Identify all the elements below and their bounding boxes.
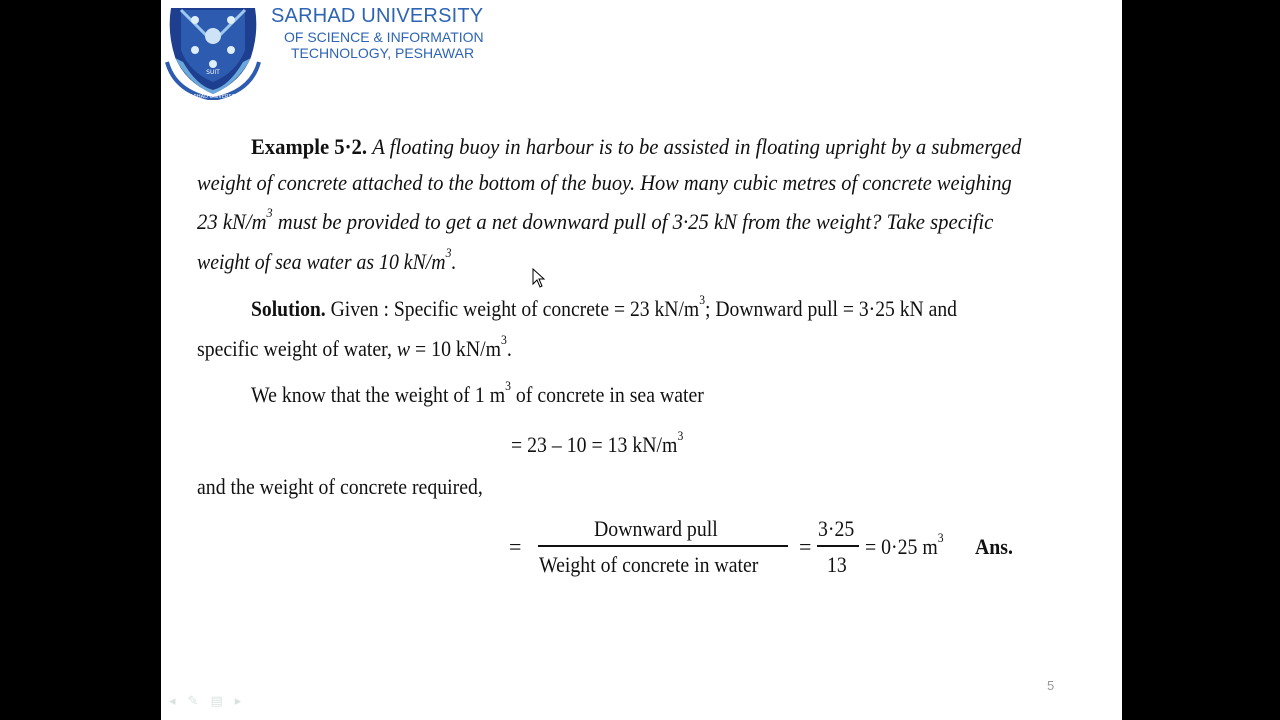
fraction-2-numerator: 3·25 xyxy=(818,516,855,541)
example-label: Example 5·2. xyxy=(251,134,368,159)
slide-number: 5 xyxy=(1047,678,1055,693)
solution-line-2 xyxy=(197,332,512,362)
superscript-3: 3 xyxy=(266,205,273,220)
university-logo xyxy=(165,2,261,100)
university-name: SARHAD UNIVERSITY xyxy=(271,5,484,27)
solution-line-1 xyxy=(251,292,957,322)
equation-1-text: = 23 – 10 = 13 kN/m xyxy=(511,432,678,457)
slide xyxy=(161,0,1122,720)
solution-text-2b: = 10 kN/m xyxy=(410,336,502,361)
logo-emblem-text: SUIT xyxy=(206,69,220,76)
superscript-3: 3 xyxy=(445,245,452,260)
answer-label: Ans. xyxy=(975,534,1013,559)
superscript-3: 3 xyxy=(677,428,684,443)
solution-label: Solution. xyxy=(251,296,326,321)
equation-2-prefix: = xyxy=(509,534,522,559)
university-subtitle-line2: TECHNOLOGY, PESHAWAR xyxy=(291,45,475,61)
university-subtitle-line1: OF SCIENCE & INFORMATION xyxy=(284,29,484,45)
fraction-2-bar xyxy=(817,545,859,547)
fraction-2-denominator: 13 xyxy=(827,552,847,577)
solution-text-3b: of concrete in sea water xyxy=(510,382,704,407)
fraction-denominator: Weight of concrete in water xyxy=(539,552,759,577)
fraction-bar xyxy=(538,545,788,547)
example-text-3a: 23 kN/m xyxy=(197,209,267,234)
pen-icon[interactable]: ✎ xyxy=(187,694,199,709)
example-text-1: A floating buoy in harbour is to be assisted in floating upright by a submerged xyxy=(372,134,1022,159)
superscript-3: 3 xyxy=(505,378,511,393)
solution-text-3a: We know that the weight of 1 m xyxy=(251,382,506,407)
solution-text-2a: specific weight of water, xyxy=(197,336,397,361)
superscript-3: 3 xyxy=(501,332,507,347)
fraction-numerator: Downward pull xyxy=(594,516,718,541)
example-text-4b: . xyxy=(451,249,457,274)
equation-2-equals: = xyxy=(799,534,812,559)
menu-icon[interactable]: ▤ xyxy=(210,694,223,709)
result xyxy=(865,530,944,560)
example-line-4 xyxy=(197,245,457,275)
next-icon[interactable]: ▸ xyxy=(234,694,242,709)
superscript-3: 3 xyxy=(937,530,944,545)
equation-1 xyxy=(511,428,684,458)
symbol-w: w xyxy=(396,336,411,361)
example-text-4a: weight of sea water as 10 kN/m xyxy=(197,249,446,274)
example-line-1 xyxy=(251,134,1021,160)
slide-navigation xyxy=(169,694,241,709)
solution-line-3 xyxy=(251,378,704,408)
mouse-cursor-icon xyxy=(532,268,546,288)
solution-text-1a: Given : Specific weight of concrete = 23 kN/m xyxy=(325,296,700,321)
solution-text-2c: . xyxy=(506,336,512,361)
superscript-3: 3 xyxy=(699,292,705,307)
prev-icon[interactable]: ◂ xyxy=(169,694,176,709)
example-line-2: weight of concrete attached to the bottom of the buoy. How many cubic metres of concrete weighing xyxy=(197,170,1012,195)
example-text-3b: must be provided to get a net downward pull of 3·25 kN from the weight? Take specific xyxy=(272,209,994,234)
logo-text: SARHAD UNIVERSITY xyxy=(186,94,240,100)
solution-line-4: and the weight of concrete required, xyxy=(197,474,483,499)
solution-text-1b: ; Downward pull = 3·25 kN and xyxy=(704,296,957,321)
example-line-3 xyxy=(197,205,994,235)
result-text: = 0·25 m xyxy=(865,534,938,559)
